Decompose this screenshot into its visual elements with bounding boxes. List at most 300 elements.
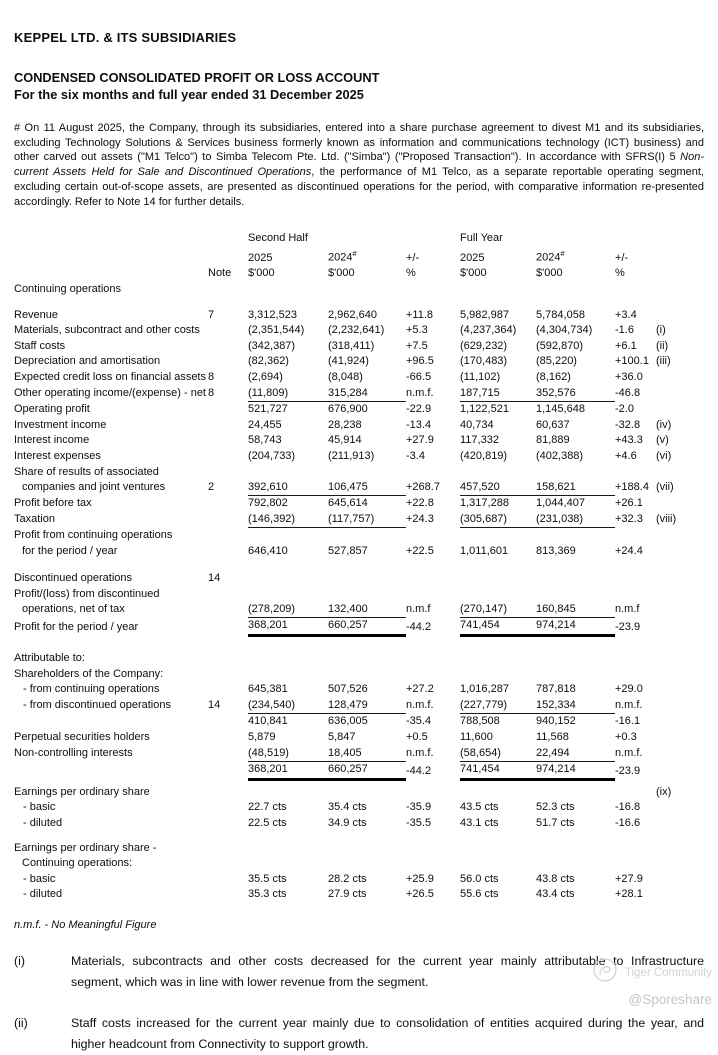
cell-full-year-2024: 787,818 <box>536 683 576 696</box>
cell-full-year-2025: (170,483) <box>460 355 508 368</box>
cell-second-half-change: -35.5 <box>406 816 432 829</box>
cell-full-year-change: +36.0 <box>615 371 643 384</box>
cell-second-half-2025: 22.5 cts <box>248 816 287 829</box>
cell-full-year-2025: 55.6 cts <box>460 888 499 901</box>
cell-second-half-change: n.m.f. <box>406 699 434 712</box>
cell-row-label <box>14 762 208 780</box>
cell-note <box>208 667 248 683</box>
pl-table-body <box>14 282 714 903</box>
cell-gap <box>450 651 460 667</box>
cell-row-label <box>14 714 208 730</box>
cell-second-half-2024: 645,614 <box>328 497 368 510</box>
cell-second-half-2024: 660,257 <box>328 762 406 780</box>
cell-footnote-ref <box>656 587 714 618</box>
cell-full-year-2025: 43.1 cts <box>460 816 499 829</box>
cell-footnote-ref: (v) <box>656 434 669 447</box>
cell-second-half-2025: 368,201 <box>248 762 328 780</box>
cell-gap <box>450 308 460 324</box>
table-row <box>14 339 714 355</box>
cell-second-half-change: +27.9 <box>406 434 434 447</box>
intro-footnote-paragraph <box>14 121 704 209</box>
cell-second-half-change: n.m.f. <box>406 747 434 760</box>
cell-note <box>208 730 248 746</box>
cell-full-year-change: -16.6 <box>615 816 641 829</box>
cell-full-year-change: +43.3 <box>615 434 643 447</box>
cell-footnote-ref <box>656 667 714 683</box>
cell-full-year-change: +32.3 <box>615 513 643 526</box>
cell-full-year-2024 <box>536 841 615 872</box>
cell-second-half-change: +96.5 <box>406 355 434 368</box>
cell-second-half-change: +22.5 <box>406 544 434 557</box>
cell-full-year-2024: 160,845 <box>536 587 615 618</box>
cell-second-half-change: -22.9 <box>406 403 432 416</box>
watermark-handle: @Sporeshare <box>628 992 712 1007</box>
cell-second-half-2025 <box>248 667 328 683</box>
cell-second-half-2025: 410,841 <box>248 715 288 728</box>
cell-footnote-ref: (viii) <box>656 513 677 526</box>
cell-footnote-ref <box>656 746 714 762</box>
cell-note: 14 <box>208 699 221 712</box>
cell-full-year-2025: 741,454 <box>460 762 536 780</box>
table-row <box>14 370 714 386</box>
cell-second-half-2024: 527,857 <box>328 544 368 557</box>
cell-note <box>208 682 248 698</box>
cell-footnote-ref: (iii) <box>656 355 671 368</box>
cell-second-half-2024: 18,405 <box>328 746 406 762</box>
cell-note: 8 <box>208 371 215 384</box>
fy-change-header: +/- <box>615 251 629 264</box>
footnote-text: Materials, subcontracts and other costs decreased for the current year mainly attributable to Infrastructure segment, which was in line with lower revenue from the segment. <box>71 953 704 989</box>
cell-second-half-2025: 22.7 cts <box>248 801 287 814</box>
cell-full-year-2025: 741,454 <box>460 618 536 636</box>
cell-full-year-2025 <box>460 282 536 298</box>
hash-superscript: # <box>560 249 565 259</box>
cell-footnote-ref <box>656 618 714 636</box>
cell-gap <box>450 762 460 780</box>
cell-footnote-ref <box>656 386 714 402</box>
group-header-row <box>14 227 714 246</box>
cell-note <box>208 587 248 618</box>
cell-gap <box>450 402 460 418</box>
cell-full-year-2024: 940,152 <box>536 715 576 728</box>
cell-gap <box>450 730 460 746</box>
table-row <box>14 816 714 832</box>
cell-gap <box>450 698 460 714</box>
table-row <box>14 433 714 449</box>
cell-second-half-2025: 521,727 <box>248 403 288 416</box>
intro-text-before: # On 11 August 2025, the Company, through its subsidiaries, entered into a share purchase agreement to divest M1 and its subsidiaries, excluding Technology Solutions & Services business formerly known as information and communications technology (ICT) business) and other carved out assets ("M1 Telco") to Simba Telecom Pte. Ltd. ("Simba") ("Proposed Transaction"). In accordance with SFRS(I) 5 <box>14 122 704 164</box>
cell-second-half-change: -66.5 <box>406 371 432 384</box>
cell-note <box>208 496 248 512</box>
cell-footnote-ref <box>656 571 714 587</box>
footnote-item <box>14 1013 704 1055</box>
cell-full-year-2024: 158,621 <box>536 465 615 496</box>
cell-full-year-2025: (270,147) <box>460 587 536 618</box>
cell-second-half-2024: 28.2 cts <box>328 872 367 885</box>
table-row <box>14 746 714 762</box>
cell-second-half-2024: 315,284 <box>328 386 406 402</box>
cell-second-half-2024 <box>328 841 406 872</box>
cell-second-half-2024 <box>328 667 406 683</box>
cell-second-half-2024 <box>328 282 406 298</box>
cell-footnote-ref: (ix) <box>656 785 672 798</box>
cell-second-half-2024: 27.9 cts <box>328 888 367 901</box>
table-row <box>14 682 714 698</box>
table-row <box>14 386 714 402</box>
full-year-group-header: Full Year <box>460 231 503 244</box>
cell-second-half-2024: 28,238 <box>328 418 362 431</box>
cell-full-year-change: -16.8 <box>615 801 641 814</box>
cell-full-year-2025 <box>460 667 536 683</box>
cell-second-half-2025: 35.3 cts <box>248 888 287 901</box>
cell-full-year-change: +4.6 <box>615 450 637 462</box>
cell-full-year-2025: 11,600 <box>460 731 493 743</box>
cell-full-year-change: +3.4 <box>615 308 637 321</box>
cell-note <box>208 282 248 298</box>
cell-second-half-change: +7.5 <box>406 339 428 352</box>
cell-footnote-ref <box>656 496 714 512</box>
cell-note <box>208 841 248 872</box>
cell-second-half-2024: 507,526 <box>328 683 368 696</box>
cell-full-year-change: -23.9 <box>615 764 641 777</box>
company-name: KEPPEL LTD. & ITS SUBSIDIARIES <box>14 30 237 45</box>
cell-full-year-2025 <box>460 785 536 801</box>
cell-second-half-2025 <box>248 651 328 667</box>
cell-footnote-ref <box>656 651 714 667</box>
cell-row-label: Other operating income/(expense) - net <box>14 387 206 400</box>
cell-footnote-ref <box>656 308 714 324</box>
cell-full-year-change: -23.9 <box>615 620 641 633</box>
cell-note <box>208 449 248 465</box>
cell-second-half-change: +22.8 <box>406 497 434 510</box>
cell-second-half-2025: (278,209) <box>248 587 328 618</box>
cell-full-year-2024 <box>536 651 615 667</box>
cell-full-year-2024: 51.7 cts <box>536 816 575 829</box>
cell-second-half-2025: 646,410 <box>248 544 288 557</box>
cell-second-half-2025: 5,879 <box>248 731 276 743</box>
cell-full-year-change: -2.0 <box>615 403 634 416</box>
cell-full-year-2025: 43.5 cts <box>460 801 499 814</box>
cell-footnote-ref <box>656 800 714 816</box>
cell-full-year-2024: 974,214 <box>536 762 615 780</box>
cell-note <box>208 323 248 339</box>
cell-row-label: - basic <box>23 801 56 814</box>
cell-second-half-2024: (8,048) <box>328 371 363 384</box>
table-row <box>14 323 714 339</box>
cell-second-half-change <box>406 841 450 872</box>
cell-footnote-ref <box>656 714 714 730</box>
cell-second-half-2024: 676,900 <box>328 403 368 416</box>
watermark <box>591 956 712 1007</box>
cell-note <box>208 418 248 434</box>
profit-loss-table <box>14 227 714 903</box>
hash-superscript: # <box>352 249 357 259</box>
cell-row-label: Discontinued operations <box>14 572 133 585</box>
cell-note <box>208 887 248 903</box>
cell-gap <box>450 785 460 801</box>
cell-second-half-2025: (2,694) <box>248 371 283 384</box>
cell-gap <box>450 571 460 587</box>
cell-full-year-change: -32.8 <box>615 418 641 431</box>
cell-second-half-2025: 58,743 <box>248 434 282 447</box>
cell-row-label: Taxation <box>14 513 55 526</box>
spacer-row <box>14 298 714 308</box>
cell-full-year-change: +28.1 <box>615 888 643 901</box>
cell-full-year-change: +27.9 <box>615 872 643 885</box>
cell-full-year-2025: 788,508 <box>460 715 500 728</box>
cell-full-year-2024: (4,304,734) <box>536 324 593 337</box>
cell-full-year-2025: 56.0 cts <box>460 872 499 885</box>
spacer-row <box>14 559 714 571</box>
cell-row-label: Staff costs <box>14 339 66 352</box>
second-half-group-header: Second Half <box>248 231 308 244</box>
table-row <box>14 841 714 872</box>
cell-second-half-2025: (82,362) <box>248 355 289 368</box>
cell-full-year-2024: 352,576 <box>536 386 615 402</box>
intro-text-italic: Non-current Assets Held for Sale and Discontinued Operations <box>14 151 704 179</box>
cell-full-year-change: +29.0 <box>615 683 643 696</box>
cell-second-half-change: +0.5 <box>406 731 428 743</box>
cell-second-half-2025 <box>248 282 328 298</box>
cell-second-half-change: +27.2 <box>406 683 434 696</box>
cell-note <box>208 354 248 370</box>
table-row <box>14 528 714 559</box>
tiger-community-logo-icon <box>591 956 619 989</box>
sh-2025-unit: $'000 <box>248 267 275 280</box>
cell-second-half-2024: (41,924) <box>328 355 369 368</box>
table-header <box>14 227 714 282</box>
cell-row-label: Depreciation and amortisation <box>14 355 161 368</box>
table-row <box>14 465 714 496</box>
cell-gap <box>450 354 460 370</box>
cell-row-label: Revenue <box>14 308 59 321</box>
cell-full-year-2025 <box>460 571 536 587</box>
cell-gap <box>450 746 460 762</box>
cell-full-year-change: +100.1 <box>615 355 649 368</box>
cell-gap <box>450 339 460 355</box>
cell-row-label: Interest expenses <box>14 450 101 462</box>
cell-full-year-change: +6.1 <box>615 339 637 352</box>
cell-second-half-2025: 24,455 <box>248 418 282 431</box>
cell-gap <box>450 682 460 698</box>
cell-note <box>208 433 248 449</box>
table-row <box>14 282 714 298</box>
sh-2025-header: 2025 <box>248 251 273 264</box>
table-row <box>14 698 714 714</box>
watermark-community-label: Tiger Community <box>624 966 712 979</box>
cell-second-half-2024: 132,400 <box>328 587 406 618</box>
cell-second-half-change: +25.9 <box>406 872 434 885</box>
cell-footnote-ref <box>656 402 714 418</box>
cell-gap <box>450 714 460 730</box>
cell-full-year-change: -1.6 <box>615 324 634 337</box>
table-row <box>14 785 714 801</box>
cell-footnote-ref: (i) <box>656 324 666 337</box>
footnote-ref: (i) <box>14 953 26 968</box>
cell-full-year-2024: 1,145,648 <box>536 403 585 416</box>
cell-full-year-change: -16.1 <box>615 715 641 728</box>
cell-second-half-change: -13.4 <box>406 418 432 431</box>
cell-gap <box>450 587 460 618</box>
cell-footnote-ref: (iv) <box>656 418 672 431</box>
cell-second-half-2025: 792,802 <box>248 497 288 510</box>
cell-row-label: Profit/(loss) from discontinued operations, net of tax <box>14 587 160 616</box>
cell-full-year-change <box>615 651 656 667</box>
cell-row-label: Materials, subcontract and other costs <box>14 324 200 337</box>
cell-full-year-2025: 5,982,987 <box>460 308 509 321</box>
cell-full-year-change <box>615 282 656 298</box>
cell-full-year-2024: 813,369 <box>536 544 576 557</box>
cell-second-half-2025 <box>248 785 328 801</box>
cell-second-half-2024: 128,479 <box>328 698 406 714</box>
cell-full-year-change <box>615 667 656 683</box>
cell-row-label: Profit before tax <box>14 497 92 510</box>
cell-gap <box>450 800 460 816</box>
cell-second-half-change: +11.8 <box>406 308 434 321</box>
cell-gap <box>450 887 460 903</box>
cell-full-year-2024: 43.8 cts <box>536 872 575 885</box>
fy-2025-header: 2025 <box>460 251 485 264</box>
cell-row-label: Earnings per ordinary share <box>14 785 150 798</box>
cell-second-half-2024: 35.4 cts <box>328 801 367 814</box>
table-row <box>14 667 714 683</box>
cell-full-year-2024: 152,334 <box>536 698 615 714</box>
cell-note <box>208 528 248 559</box>
footnote-text: Staff costs increased for the current year mainly due to consolidation of entities acquired during the year, and higher headcount from Connectivity to support growth. <box>71 1015 704 1051</box>
cell-footnote-ref: (vi) <box>656 450 672 462</box>
unit-header-row <box>14 266 714 282</box>
cell-full-year-change: n.m.f. <box>615 699 643 712</box>
cell-second-half-2025: 645,381 <box>248 683 288 696</box>
cell-row-label: Perpetual securities holders <box>14 731 150 743</box>
cell-second-half-2024: 34.9 cts <box>328 816 367 829</box>
cell-note: 8 <box>208 387 215 400</box>
cell-note <box>208 872 248 888</box>
table-row <box>14 714 714 730</box>
cell-gap <box>450 465 460 496</box>
fy-2024-unit: $'000 <box>536 267 563 280</box>
cell-row-label: Non-controlling interests <box>14 747 133 760</box>
cell-footnote-ref <box>656 816 714 832</box>
cell-second-half-change <box>406 571 450 587</box>
cell-full-year-change: +26.1 <box>615 497 643 510</box>
cell-gap <box>450 323 460 339</box>
cell-full-year-2024: 81,889 <box>536 434 570 447</box>
cell-second-half-2025: (204,733) <box>248 450 296 462</box>
cell-full-year-2024: (231,038) <box>536 512 615 528</box>
cell-second-half-2025: (48,519) <box>248 746 328 762</box>
cell-full-year-2024: 974,214 <box>536 618 615 636</box>
cell-full-year-change <box>615 841 656 872</box>
cell-full-year-2025: (629,232) <box>460 339 508 352</box>
cell-second-half-change: -35.9 <box>406 801 432 814</box>
cell-full-year-2024: (402,388) <box>536 450 584 462</box>
cell-row-label: Profit from continuing operations for the period / year <box>14 528 173 557</box>
cell-row-label: - from continuing operations <box>23 683 160 696</box>
cell-full-year-2025: 187,715 <box>460 386 536 402</box>
cell-second-half-2025 <box>248 571 328 587</box>
cell-second-half-change: n.m.f <box>406 603 431 616</box>
table-row <box>14 354 714 370</box>
cell-note <box>208 618 248 636</box>
cell-gap <box>450 618 460 636</box>
year-header-row <box>14 246 714 266</box>
cell-full-year-2024 <box>536 785 615 801</box>
cell-full-year-2025: 1,122,521 <box>460 403 509 416</box>
cell-full-year-2024 <box>536 571 615 587</box>
cell-second-half-2024: 2,962,640 <box>328 308 377 321</box>
cell-gap <box>450 449 460 465</box>
cell-second-half-change: +268.7 <box>406 481 440 494</box>
sh-2024-unit: $'000 <box>328 267 355 280</box>
cell-gap <box>450 816 460 832</box>
cell-full-year-2025: 1,011,601 <box>460 544 509 557</box>
spacer-row <box>14 636 714 652</box>
cell-footnote-ref: (ii) <box>656 339 669 352</box>
cell-second-half-2024: 5,847 <box>328 731 356 743</box>
cell-second-half-2025: (11,809) <box>248 386 328 402</box>
cell-second-half-2025: 368,201 <box>248 618 328 636</box>
cell-note <box>208 800 248 816</box>
footnote-ref: (ii) <box>14 1015 28 1030</box>
spacer-row <box>14 832 714 841</box>
cell-second-half-change: +5.3 <box>406 324 428 337</box>
cell-note <box>208 816 248 832</box>
table-row <box>14 800 714 816</box>
cell-second-half-2024: 106,475 <box>328 465 406 496</box>
cell-full-year-change <box>615 785 656 801</box>
cell-row-label: Operating profit <box>14 403 90 416</box>
cell-second-half-2025: 3,312,523 <box>248 308 297 321</box>
cell-full-year-change: n.m.f. <box>615 747 643 760</box>
cell-row-label: Earnings per ordinary share - Continuing operations: <box>14 841 157 870</box>
fy-2025-unit: $'000 <box>460 267 487 280</box>
cell-full-year-2024: (592,870) <box>536 339 584 352</box>
cell-full-year-2025: 1,016,287 <box>460 683 509 696</box>
cell-full-year-2025 <box>460 841 536 872</box>
cell-row-label: Investment income <box>14 418 107 431</box>
cell-second-half-change <box>406 282 450 298</box>
spacer-cell <box>14 298 714 308</box>
table-row <box>14 587 714 618</box>
cell-full-year-change <box>615 571 656 587</box>
document-subtitle: For the six months and full year ended 31 December 2025 <box>14 87 364 102</box>
cell-note <box>208 339 248 355</box>
cell-full-year-2025: (11,102) <box>460 371 501 384</box>
cell-note: 7 <box>208 308 215 321</box>
cell-note <box>208 785 248 801</box>
sh-pct-unit: % <box>406 267 416 280</box>
cell-gap <box>450 386 460 402</box>
cell-full-year-change: n.m.f <box>615 603 640 616</box>
cell-row-label: Continuing operations <box>14 283 122 296</box>
cell-gap <box>450 496 460 512</box>
nmf-legend: n.m.f. - No Meaningful Figure <box>14 918 157 931</box>
cell-gap <box>450 667 460 683</box>
cell-second-half-change <box>406 651 450 667</box>
cell-full-year-2025: (4,237,364) <box>460 324 517 337</box>
cell-second-half-change: -3.4 <box>406 450 425 462</box>
table-row <box>14 762 714 780</box>
cell-full-year-2024: 22,494 <box>536 746 615 762</box>
cell-note: 2 <box>208 481 215 494</box>
cell-gap <box>450 512 460 528</box>
table-row <box>14 496 714 512</box>
cell-full-year-change: +188.4 <box>615 481 649 494</box>
cell-row-label: Share of results of associated companies and joint ventures <box>14 465 166 494</box>
cell-gap <box>450 418 460 434</box>
cell-gap <box>450 841 460 872</box>
